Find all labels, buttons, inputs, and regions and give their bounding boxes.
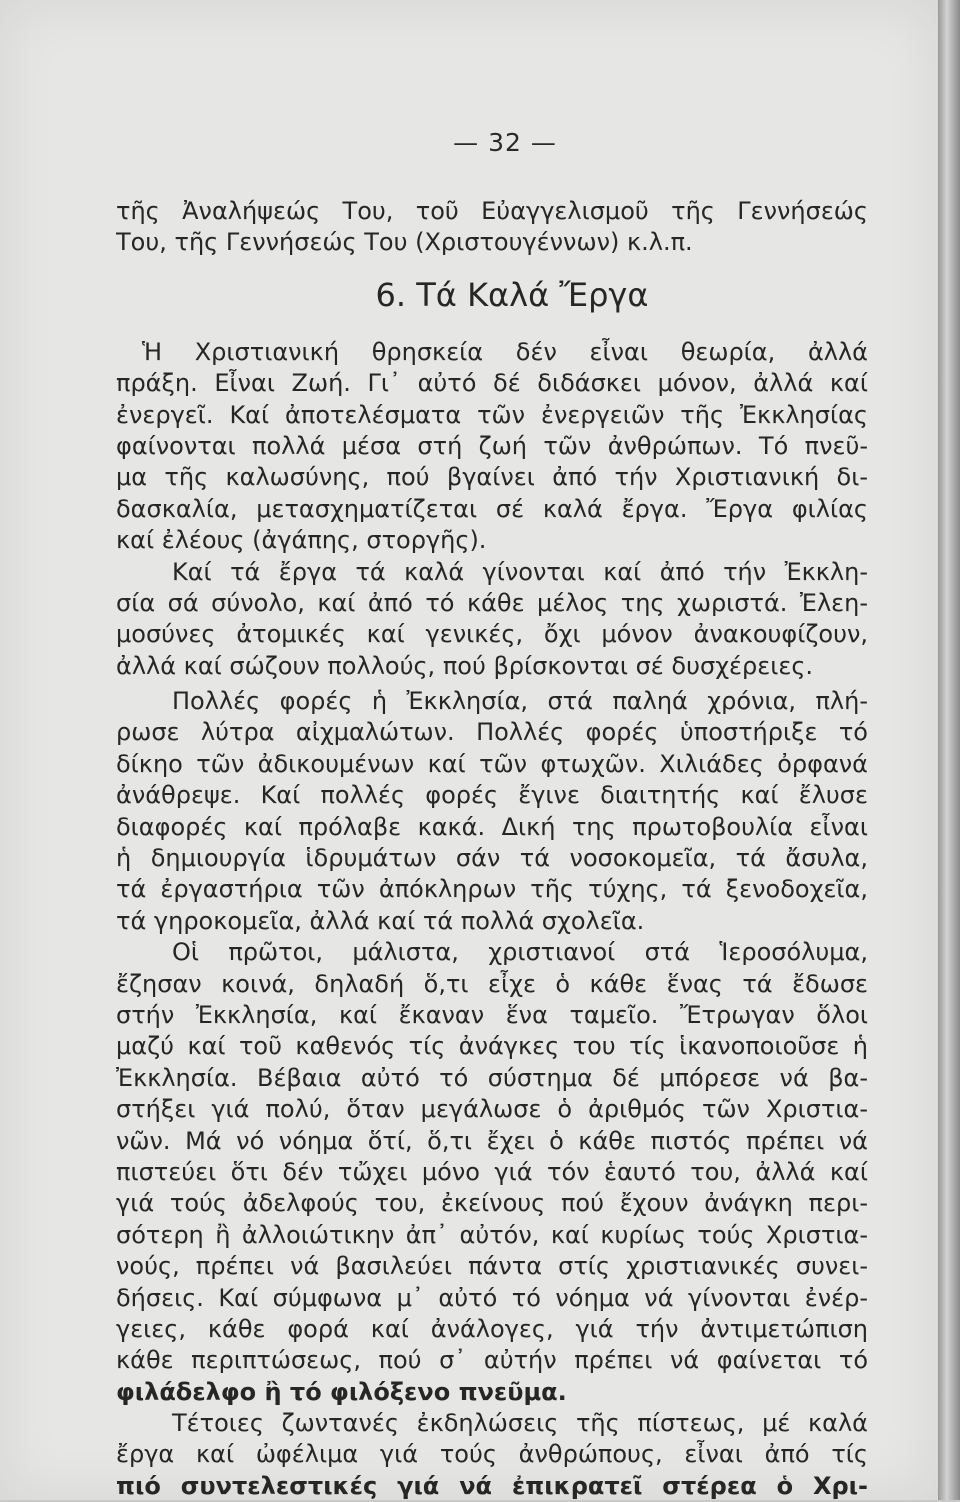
page-number: — 32 — — [453, 128, 557, 157]
text-line: πράξη. Εἶναι Ζωή. Γι᾿ αὐτό δέ διδάσκει μόνον, ἀλλά καί — [116, 369, 868, 398]
section-heading: 6. Τά Καλά Ἔργα — [375, 275, 649, 314]
text-line: σότερη ἢ ἀλλοιώτικην ἀπ᾿ αὐτόν, καί κυρίως τούς Χριστια- — [116, 1220, 868, 1249]
text-line: Τέτοιες ζωντανές ἐκδηλώσεις τῆς πίστεως, μέ καλά — [172, 1409, 868, 1438]
text-line: Ἡ Χριστιανική θρησκεία δέν εἶναι θεωρία, ἀλλά — [142, 337, 868, 366]
text-line: Του, τῆς Γεννήσεώς Του (Χριστουγέννων) κ.λ.π. — [116, 228, 693, 257]
paragraph — [116, 557, 868, 683]
paragraph — [116, 337, 868, 557]
text-line: διαφορές καί πρόλαβε κακά. Δική της πρωτοβουλία εἶναι — [116, 812, 868, 841]
text-line: Οἱ πρῶτοι, μάλιστα, χριστιανοί στά Ἱεροσόλυμα, — [172, 938, 868, 967]
text-line: μα τῆς καλωσύνης, πού βγαίνει ἀπό τήν Χριστιανική δι- — [116, 463, 868, 492]
page-text — [116, 196, 868, 1502]
text-line: φαίνονται πολλά μέσα στή ζωή τῶν ἀνθρώπων. Τό πνεῦ- — [116, 431, 868, 460]
text-line: τῆς Ἀναλήψεώς Του, τοῦ Εὐαγγελισμοῦ τῆς Γεννήσεώς — [116, 197, 868, 225]
text-line: ἔργα καί ὠφέλιμα γιά τούς ἀνθρώπους, εἶναι ἀπό τίς — [116, 1440, 868, 1469]
text-line: σία σά σύνολο, καί ἀπό τό κάθε μέλος της χωριστά. Ἐλεη- — [116, 588, 868, 617]
text-line: δίκηο τῶν ἀδικουμένων καί τῶν φτωχῶν. Χιλιάδες ὀρφανά — [116, 749, 868, 778]
text-line: ἐνεργεῖ. Καί ἀποτελέσματα τῶν ἐνεργειῶν τῆς Ἐκκλησίας — [116, 400, 868, 429]
text-line: τά ἐργαστήρια τῶν ἀπόκληρων τῆς τύχης, τά ξενοδοχεῖα, — [116, 875, 868, 904]
paragraph — [116, 686, 868, 937]
book-spine-shadow — [938, 0, 960, 1500]
intro-paragraph — [116, 196, 868, 259]
text-line: καί ἐλέους (ἀγάπης, στοργῆς). — [116, 526, 487, 555]
text-line: ρωσε λύτρα αἰχμαλώτων. Πολλές φορές ὑποστήριξε τό — [116, 718, 868, 747]
paragraph — [116, 1408, 868, 1502]
text-line: δασκαλία, μετασχηματίζεται σέ καλά ἔργα. Ἔργα φιλίας — [116, 494, 868, 523]
text-line: στήξει γιά πολύ, ὅταν μεγάλωσε ὁ ἀριθμός τῶν Χριστια- — [116, 1095, 868, 1124]
text-line: πιστεύει ὅτι δέν τὤχει μόνο γιά τόν ἑαυτό του, ἀλλά καί — [116, 1157, 868, 1186]
text-line: γιά τούς ἀδελφούς του, ἐκείνους πού ἔχουν ἀνάγκη περι- — [116, 1189, 868, 1218]
text-line: νῶν. Μά νό νόημα ὅτί, ὅ,τι ἔχει ὁ κάθε πιστός πρέπει νά — [116, 1126, 868, 1155]
text-line: πιό συντελεστικές γιά νά ἐπικρατεῖ στέρεα ὁ Χρι- — [116, 1471, 868, 1500]
text-line: Ἐκκλησία. Βέβαια αὐτό τό σύστημα δέ μπόρεσε νά βα- — [116, 1063, 868, 1092]
text-line: ἀλλά καί σώζουν πολλούς, πού βρίσκονται σέ δυσχέρειες. — [116, 651, 814, 680]
text-line: Καί τά ἔργα τά καλά γίνονται καί ἀπό τήν Ἐκκλη- — [172, 557, 868, 586]
text-line: δήσεις. Καί σύμφωνα μ᾿ αὐτό τό νόημα νά γίνονται ἐνέρ- — [116, 1283, 868, 1312]
text-line: ἡ δημιουργία ἱδρυμάτων σάν τά νοσοκομεῖα, τά ἄσυλα, — [116, 844, 868, 873]
text-line: ἀνάθρεψε. Καί πολλές φορές ἔγινε διαιτητής καί ἔλυσε — [116, 781, 868, 810]
paragraph — [116, 937, 868, 1408]
text-line: νούς, πρέπει νά βασιλεύει πάντα στίς χριστιανικές συνει- — [116, 1252, 868, 1281]
text-line: φιλάδελφο ἢ τό φιλόξενο πνεῦμα. — [116, 1377, 567, 1406]
text-line: κάθε περιπτώσεως, πού σ᾿ αὐτήν πρέπει νά φαίνεται τό — [116, 1346, 868, 1375]
text-line: Πολλές φορές ἡ Ἐκκλησία, στά παληά χρόνια, πλή- — [172, 687, 868, 716]
text-line: στήν Ἐκκλησία, καί ἔκαναν ἕνα ταμεῖο. Ἔτρωγαν ὅλοι — [116, 1000, 868, 1029]
text-line: γειες, κάθε φορά καί ἀνάλογες, γιά τήν ἀντιμετώπιση — [116, 1314, 868, 1343]
text-line: μοσύνες ἀτομικές καί γενικές, ὄχι μόνον ἀνακουφίζουν, — [116, 620, 868, 649]
text-line: ἔζησαν κοινά, δηλαδή ὅ,τι εἶχε ὁ κάθε ἕνας τά ἔδωσε — [116, 969, 868, 998]
text-line: τά γηροκομεῖα, ἀλλά καί τά πολλά σχολεῖα. — [116, 906, 645, 935]
text-line: μαζύ καί τοῦ καθενός τίς ἀνάγκες του τίς ἱκανοποιοῦσε ἡ — [116, 1032, 868, 1061]
